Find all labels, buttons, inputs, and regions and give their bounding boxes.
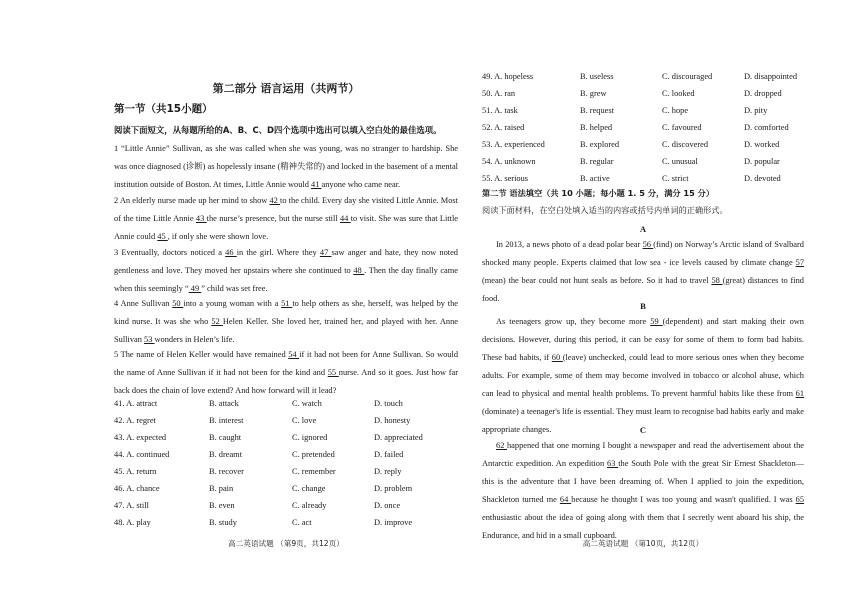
blank-54: 54 [288, 350, 300, 359]
blank-65: 65 [795, 495, 805, 504]
option-row-54: 54. A. unknown B. regular C. unusual D. popular [482, 157, 780, 166]
option-row-48: 48. A. play B. study C. act D. improve [114, 518, 413, 527]
blank-64: 64 [559, 495, 572, 504]
blank-45: 45 [157, 232, 168, 241]
paragraph-5: 5 The name of Helen Keller would have remained 54 if it had not been for Anne Sullivan. So would the name of Anne Sullivan if it had not been for the kind and 55 nurse. And so it goes. Just how far back does the chain of love extend? And how forward will it lead? [114, 350, 459, 395]
paragraph-3: 3 Eventually, doctors noticed a 46 in the girl. Where they 47 saw anger and hate, they now noted gentleness and love. They moved her upstairs where she continued to 48 . Then the day finally came when this seemingly “ 49 ” child was set free. [114, 248, 458, 293]
blank-47: 47 [319, 248, 332, 257]
blank-60: 60 [551, 353, 563, 362]
right-page [480, 0, 806, 608]
option-row-43: 43. A. expected B. caught C. ignored D. appreciated [114, 433, 423, 442]
blank-58: 58 [711, 276, 723, 285]
blank-53: 53 [144, 335, 155, 344]
option-row-53: 53. A. experienced B. explored C. discovered D. worked [482, 140, 780, 149]
part-title: 第二部分 语言运用（共两节） [212, 82, 360, 95]
passage-c: 62 happened that one morning I bought a newspaper and read the advertisement about the Antarctic expedition. An expedition 63 the South Pole with the great Sir Ernest Shackleton—this is the adventure that I have been dreaming of. When I applied to join the expedition, Shackleton turned me 64 because he thought I was too young and wasn't qualified. I was 65 enthusiastic about the idea of going along with them that I secretly went aboard his ship, the Endurance, and hid in a small cupboard. [482, 441, 805, 540]
passage-b: As teenagers grow up, they become more 59 (dependent) and start making their own decisions. However, during this period, it can be easy for some of them to form bad habits. These bad habits, if 60 (leave) unchecked, could lead to more serious ones when they become adults. For example, some of them may become involved in tobacco or alcohol abuse, which can lead to physical and mental health problems. To prevent harmful habits like these from 61 (dominate) a teenager's life is essential. They must learn to recognise bad habits early and make appropriate changes. [482, 317, 805, 434]
paragraph-1: 1 “Little Annie” Sullivan, as she was called when she was young, was no stranger to hardship. She was once diagnosed (诊断) as hopelessly insane (精神失常的) and locked in the basement of a mental institution outside of Boston. At times, Little Annie would 41 anyone who came near. [114, 144, 458, 189]
option-row-47: 47. A. still B. even C. already D. once [114, 501, 401, 510]
blank-57: 57 [795, 258, 804, 267]
left-page [112, 0, 460, 608]
option-row-45: 45. A. return B. recover C. remember D. reply [114, 467, 402, 476]
blank-48: 48 [353, 266, 365, 275]
blank-59: 59 [650, 317, 663, 326]
option-row-49: 49. A. hopeless B. useless C. discouraged D. disappointed [482, 72, 798, 81]
passage-a: In 2013, a news photo of a dead polar bear 56 (find) on Norway’s Arctic island of Svalbard shocked many people. Experts claimed that low sea - ice levels caused by climate change 57 (mean) the bear could not hunt seals as before. So it had to travel 58 (great) distances to find food. [482, 240, 804, 303]
left-page-footer: 高二英语试题 （第9页，共12页） [228, 539, 344, 548]
option-row-52: 52. A. raised B. helped C. favoured D. comforted [482, 123, 789, 132]
blank-43: 43 [195, 214, 207, 223]
option-row-41: 41. A. attract B. attack C. watch D. touch [114, 399, 403, 408]
blank-41: 41 [311, 180, 322, 189]
blank-44: 44 [339, 214, 351, 223]
passage-a-letter: A [639, 224, 647, 234]
paragraph-4: 4 Anne Sullivan 50 into a young woman with a 51 to help others as she, herself, was helped by the kind nurse. It was she who 52 Helen Keller. She loved her, trained her, and played with her. Anne Sullivan 53 wonders in Helen’s life. [114, 299, 459, 344]
option-row-55: 55. A. serious B. active C. strict D. devoted [482, 174, 781, 183]
blank-42: 42 [269, 196, 281, 205]
option-row-51: 51. A. task B. request C. hope D. pity [482, 106, 768, 115]
blank-61: 61 [795, 389, 804, 398]
right-page-footer: 高二英语试题 （第10页，共12页） [582, 539, 704, 548]
blank-50: 50 [172, 299, 184, 308]
blank-49: 49 [188, 284, 202, 293]
blank-63: 63 [607, 459, 619, 468]
section2-instruction: 阅读下面材料，在空白处填入适当的内容或括号内单词的正确形式。 [482, 205, 728, 215]
section1-title: 第一节（共15小题） [114, 103, 213, 115]
blank-46: 46 [225, 248, 237, 257]
section1-instruction: 阅读下面短文，从每题所给的A、B、C、D四个选项中选出可以填入空白处的最佳选项。 [114, 125, 442, 135]
option-row-44: 44. A. continued B. dreamt C. pretended D. failed [114, 450, 404, 459]
option-row-46: 46. A. chance B. pain C. change D. problem [114, 484, 413, 493]
blank-62: 62 [496, 441, 507, 450]
blank-56: 56 [642, 240, 654, 249]
option-row-42: 42. A. regret B. interest C. love D. honesty [114, 416, 411, 425]
paragraph-2: 2 An elderly nurse made up her mind to show 42 to the child. Every day she visited Little Annie. Most of the time Little Annie 43 the nurse’s presence, but the nurse still 44 to visit. She was sure that Little Annie could 45 , if only she were shown love. [114, 196, 458, 241]
section2-title: 第二节 语法填空（共 10 小题；每小题 1. 5 分，满分 15 分） [482, 188, 715, 198]
blank-52: 52 [211, 317, 223, 326]
option-row-50: 50. A. ran B. grew C. looked D. dropped [482, 89, 782, 98]
passage-c-letter: C [639, 425, 647, 435]
blank-51: 51 [281, 299, 293, 308]
passage-b-letter: B [640, 301, 646, 311]
blank-55: 55 [327, 368, 339, 377]
